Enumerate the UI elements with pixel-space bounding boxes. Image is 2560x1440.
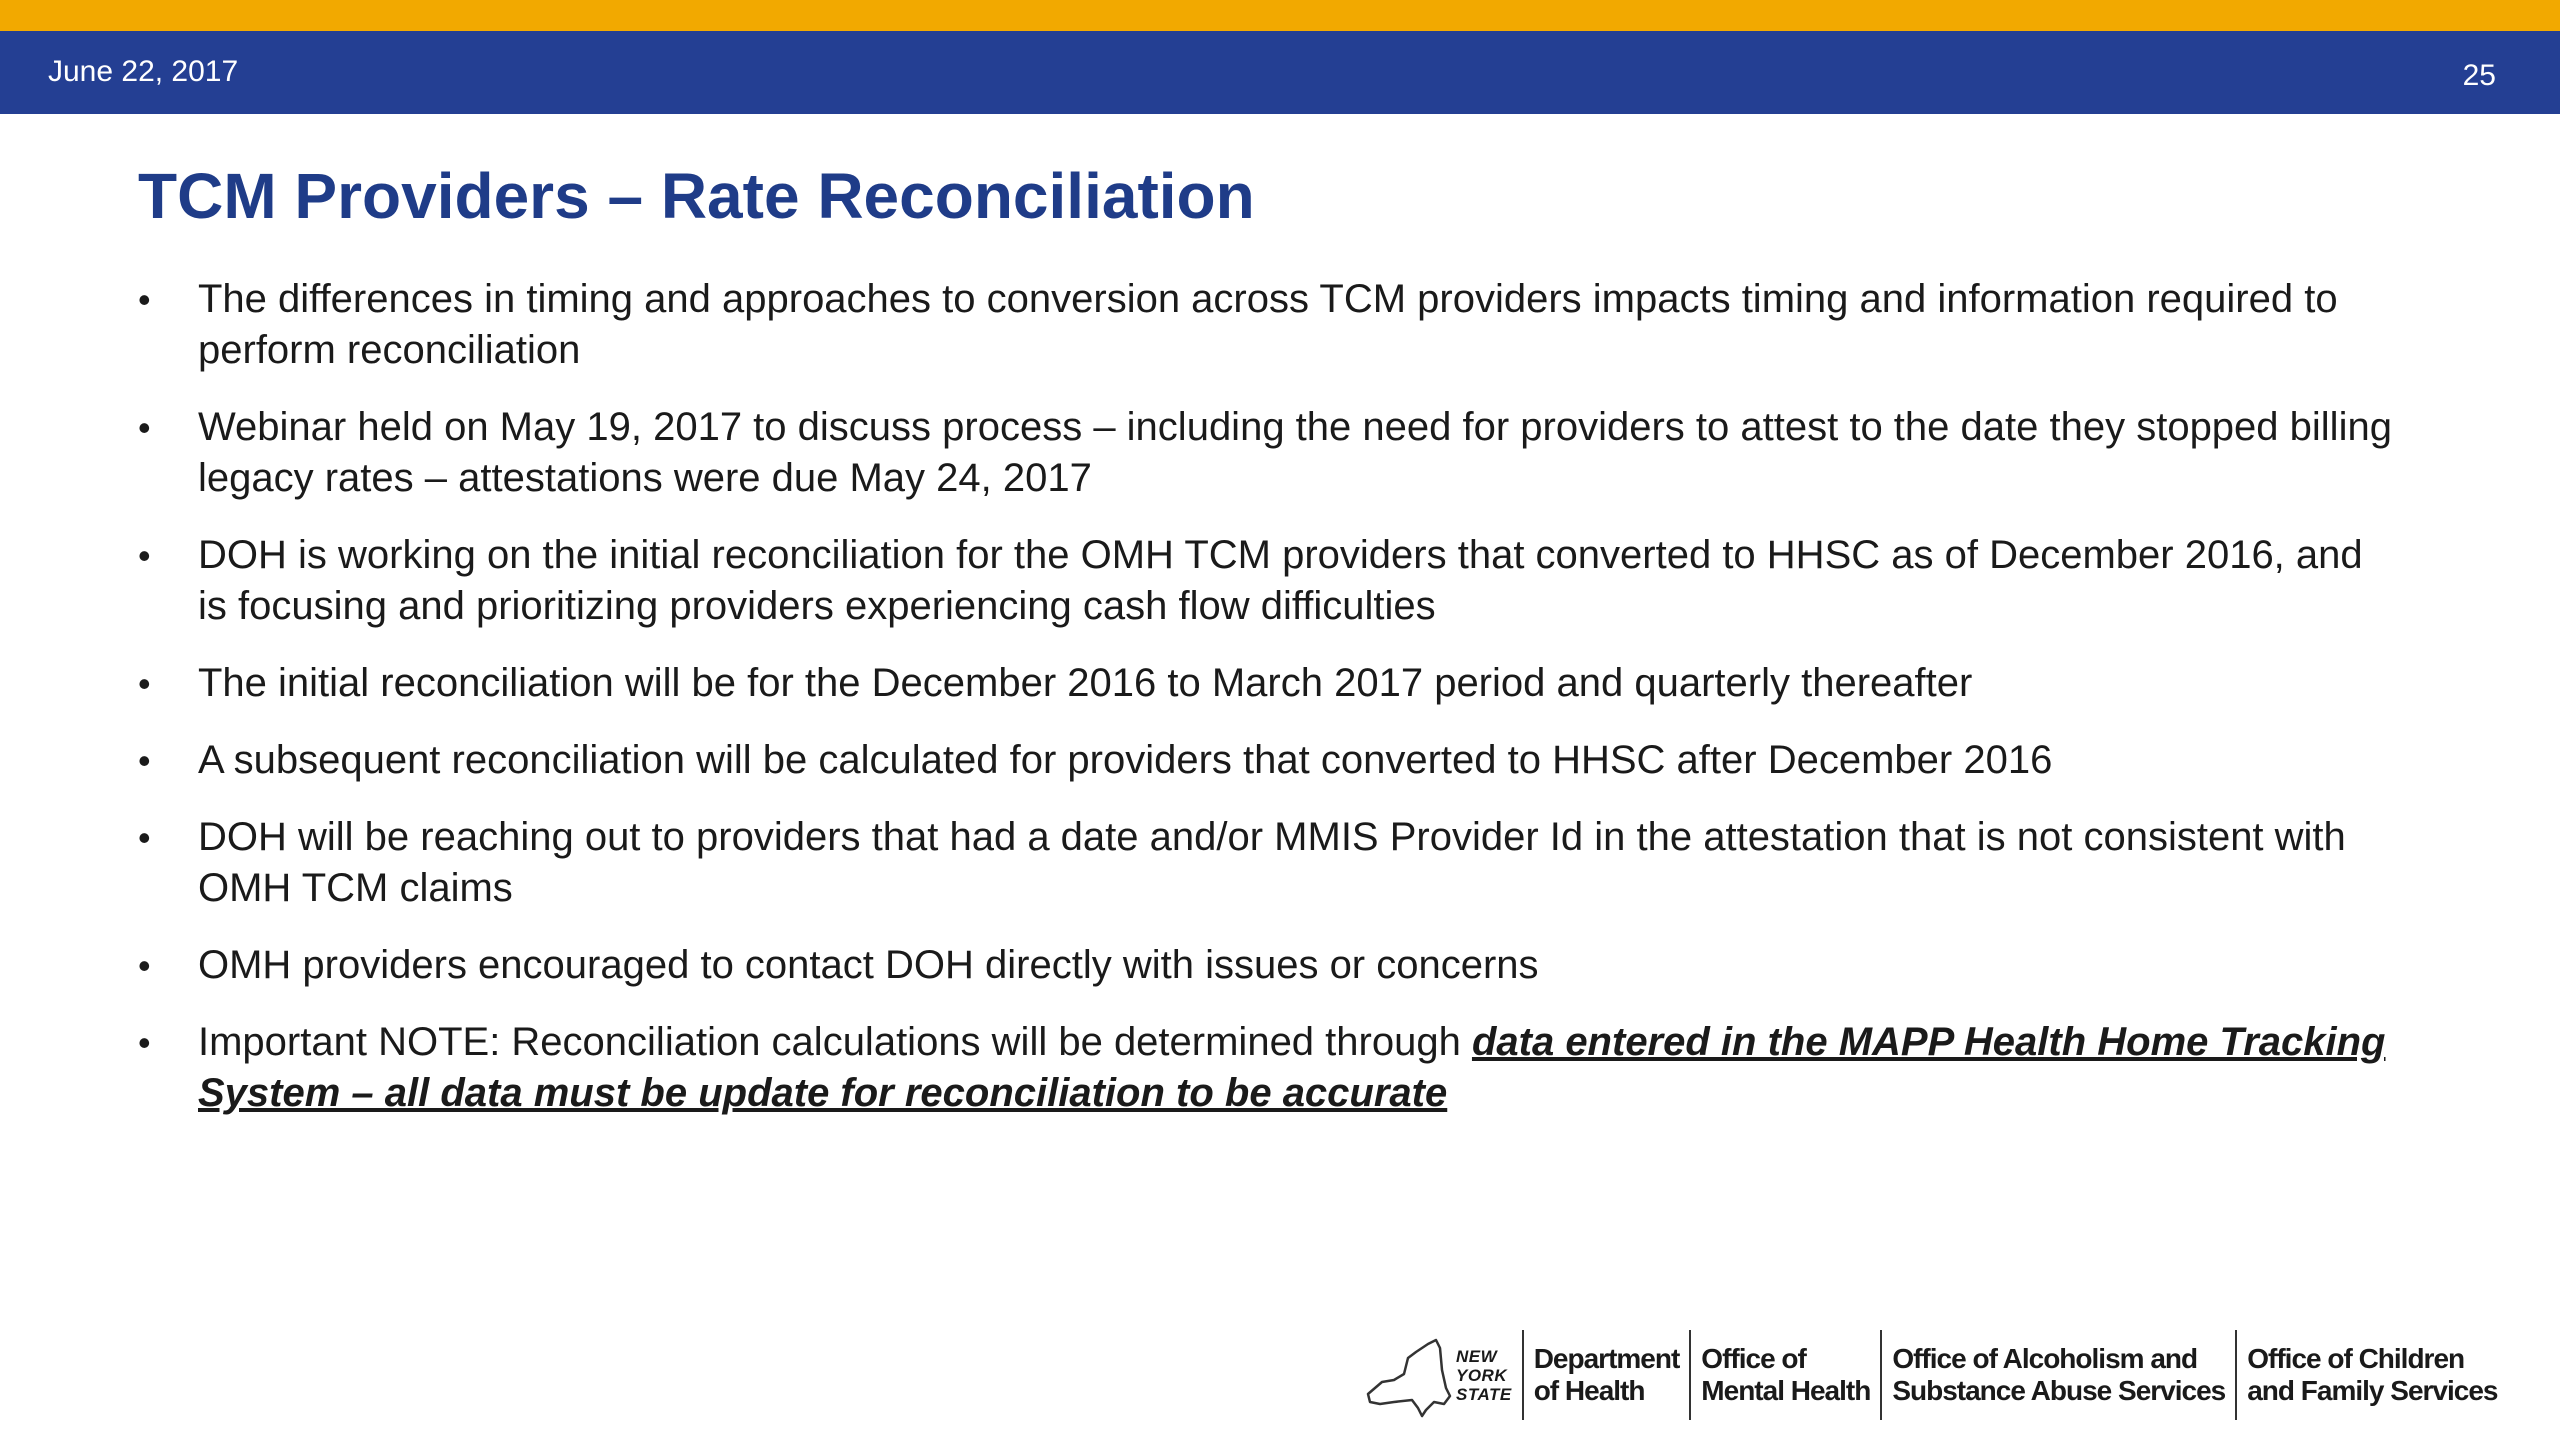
wordmark-line: YORK [1456, 1365, 1508, 1385]
bullet-item [138, 735, 2398, 786]
agency-line: and Family Services [2247, 1375, 2498, 1406]
agency-line: Substance Abuse Services [1892, 1375, 2226, 1406]
bullet-text: The initial reconciliation will be for the December 2016 to March 2017 period and quarterly thereafter [198, 661, 1973, 705]
bullet-dot-icon: • [138, 535, 151, 576]
note-emphasis: data entered in the MAPP Health Home Tracking System – all data must be update for reconciliation to be accurate [198, 1020, 2386, 1115]
agency-department-of-health [1522, 1330, 1690, 1420]
bullet-list [138, 274, 2398, 1145]
agency-line: Office of Alcoholism and [1892, 1343, 2198, 1374]
bullet-dot-icon: • [138, 817, 151, 858]
wordmark-line: STATE [1456, 1384, 1512, 1404]
bullet-text: DOH is working on the initial reconciliation for the OMH TCM providers that converted to HHSC as of December 2016, and is focusing and prioritizing providers experiencing cash flow difficulties [198, 533, 2363, 628]
agency-line: Office of Children [2247, 1343, 2465, 1374]
bullet-item [138, 402, 2398, 504]
note-prefix: Important NOTE: Reconciliation calculations will be determined through [198, 1020, 1472, 1064]
agency-line: Office of [1701, 1343, 1806, 1374]
agency-office-of-alcoholism-and-substance-abuse-services [1880, 1330, 2235, 1420]
bullet-text: The differences in timing and approaches to conversion across TCM providers impacts timing and information required to perform reconciliation [198, 277, 2338, 372]
bullet-dot-icon: • [138, 945, 151, 986]
footer-logos [1364, 1330, 2534, 1420]
header-bar [0, 31, 2560, 114]
bullet-text: A subsequent reconciliation will be calculated for providers that converted to HHSC after December 2016 [198, 738, 2053, 782]
agency-line: Mental Health [1701, 1375, 1871, 1406]
bullet-item [138, 940, 2398, 991]
bullet-text: Webinar held on May 19, 2017 to discuss process – including the need for providers to attest to the date they stopped billing legacy rates – attestations were due May 24, 2017 [198, 405, 2392, 500]
bullet-text: DOH will be reaching out to providers that had a date and/or MMIS Provider Id in the attestation that is not consistent with OMH TCM claims [198, 815, 2346, 910]
page-number: 25 [2462, 59, 2496, 92]
bullet-dot-icon: • [138, 663, 151, 704]
slide-title: TCM Providers – Rate Reconciliation [138, 160, 1255, 232]
agency-line: of Health [1533, 1375, 1645, 1406]
agency-office-of-mental-health [1689, 1330, 1880, 1420]
bullet-dot-icon: • [138, 407, 151, 448]
new-york-state-wordmark [1454, 1330, 1522, 1420]
bullet-dot-icon: • [138, 1022, 151, 1063]
bullet-item [138, 530, 2398, 632]
bullet-item [138, 658, 2398, 709]
bullet-text: OMH providers encouraged to contact DOH directly with issues or concerns [198, 943, 1539, 987]
bullet-item [138, 274, 2398, 376]
bullet-dot-icon: • [138, 740, 151, 781]
agency-office-of-children-and-family-services [2235, 1330, 2507, 1420]
header-accent-bar [0, 0, 2560, 31]
agency-line: Department [1533, 1343, 1680, 1374]
new-york-state-map-icon [1364, 1330, 1454, 1420]
bullet-dot-icon: • [138, 279, 151, 320]
wordmark-line: NEW [1456, 1346, 1498, 1366]
header-date: June 22, 2017 [48, 55, 239, 88]
bullet-item-note [138, 1017, 2398, 1119]
bullet-item [138, 812, 2398, 914]
